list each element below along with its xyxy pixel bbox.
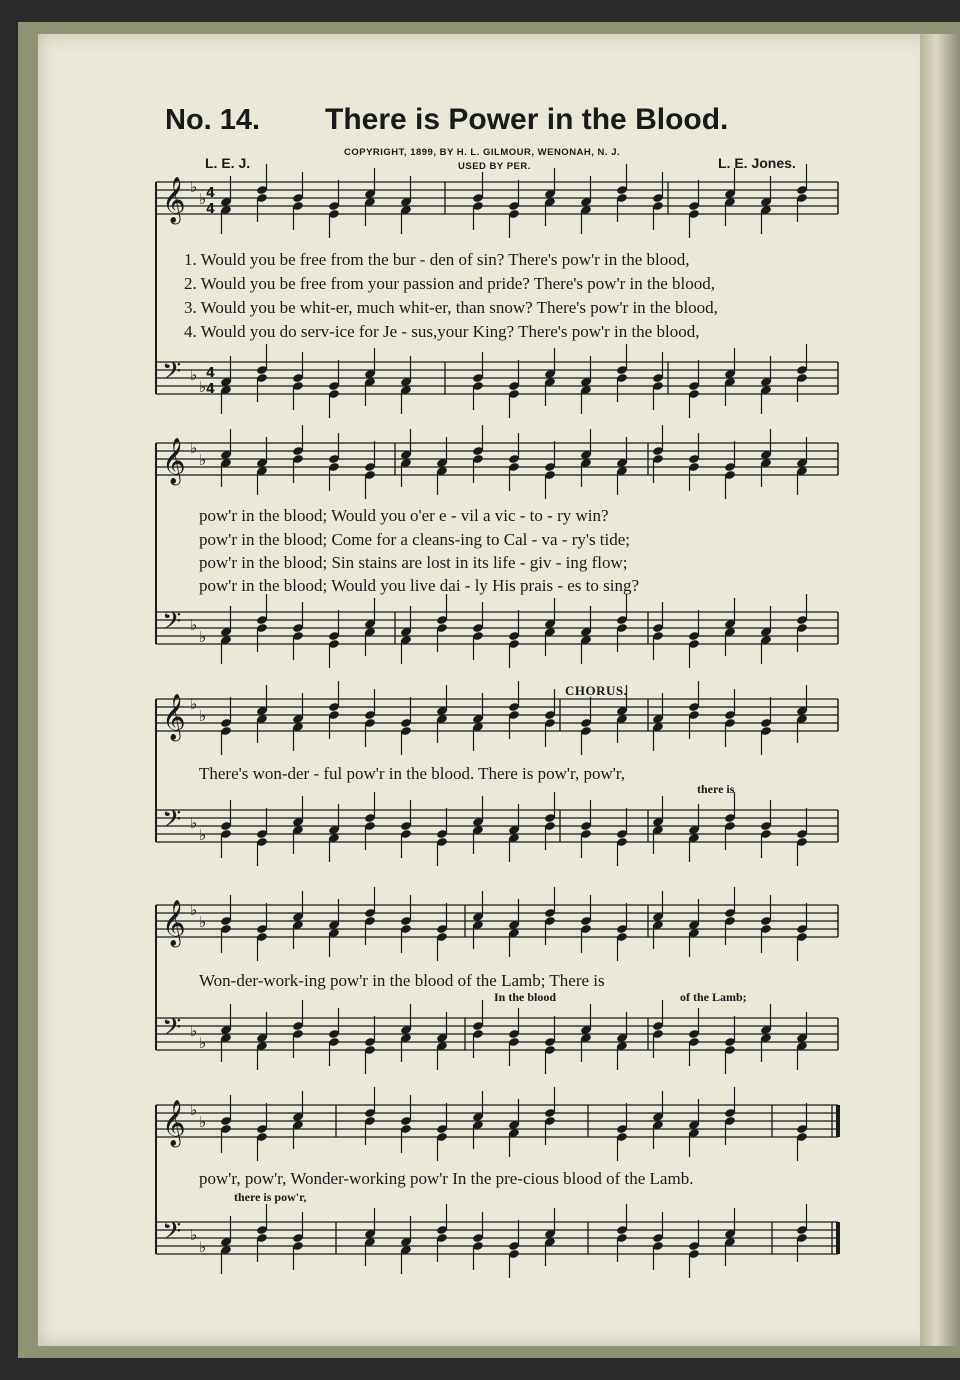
verse-4-line-2: pow'r in the blood; Would you live dai - ly His prais - es to sing? <box>199 576 640 595</box>
treble-clef: 𝄞 <box>162 694 186 740</box>
flat-sign: ♭ <box>199 913 207 931</box>
chorus-line-1: There's won-der - ful pow'r in the blood. There is pow'r, pow'r, <box>199 764 626 783</box>
copyright-notice: COPYRIGHT, 1899, BY H. L. GILMOUR, WENONAH, N. J. <box>344 147 621 158</box>
flat-sign: ♭ <box>190 366 198 384</box>
flat-sign: ♭ <box>190 814 198 832</box>
chorus-line-3: pow'r, pow'r, Wonder-working pow'r In the pre-cious blood of the Lamb. <box>199 1169 694 1188</box>
bass-clef: 𝄢 <box>162 805 182 840</box>
verse-2-line-1: 2. Would you be free from your passion and pride? There's pow'r in the blood, <box>184 274 716 293</box>
time-signature-top: 4 <box>206 366 216 381</box>
bass-clef: 𝄢 <box>162 357 182 392</box>
chorus-bass-words-a: In the blood <box>494 990 557 1004</box>
chorus-line-2: Won-der-work-ing pow'r in the blood of the Lamb; There is <box>199 971 605 990</box>
chorus-label: CHORUS. <box>565 683 628 698</box>
flat-sign: ♭ <box>190 439 198 457</box>
flat-sign: ♭ <box>199 1238 207 1256</box>
flat-sign: ♭ <box>199 628 207 646</box>
flat-sign: ♭ <box>199 1034 207 1052</box>
chorus-alto-words-3: there is pow'r, <box>234 1190 307 1204</box>
music-credit: L. E. Jones. <box>718 155 796 171</box>
treble-clef: 𝄞 <box>162 1100 186 1146</box>
chorus-alto-words-1: there is <box>697 782 735 796</box>
time-signature-bottom: 4 <box>206 382 216 397</box>
treble-clef: 𝄞 <box>162 177 186 223</box>
flat-sign: ♭ <box>190 1022 198 1040</box>
chorus-bass-words-b: of the Lamb; <box>680 990 747 1004</box>
time-signature-top: 4 <box>206 186 216 201</box>
flat-sign: ♭ <box>199 1113 207 1131</box>
treble-clef: 𝄞 <box>162 900 186 946</box>
flat-sign: ♭ <box>190 901 198 919</box>
permission-notice: USED BY PER. <box>458 161 531 172</box>
bass-clef: 𝄢 <box>162 1217 182 1252</box>
flat-sign: ♭ <box>190 616 198 634</box>
verse-3-line-2: pow'r in the blood; Sin stains are lost in its life - giv - ing flow; <box>199 553 628 572</box>
words-credit: L. E. J. <box>205 155 251 171</box>
verse-1-line-2: pow'r in the blood; Would you o'er e - vil a vic - to - ry win? <box>199 506 609 525</box>
verse-4-line-1: 4. Would you do serv-ice for Je - sus,your King? There's pow'r in the blood, <box>184 322 700 341</box>
treble-clef: 𝄞 <box>162 438 186 484</box>
flat-sign: ♭ <box>199 190 207 208</box>
flat-sign: ♭ <box>190 1101 198 1119</box>
verse-1-line-1: 1. Would you be free from the bur - den of sin? There's pow'r in the blood, <box>184 250 690 269</box>
flat-sign: ♭ <box>190 178 198 196</box>
hymn-title: There is Power in the Blood. <box>325 103 729 136</box>
flat-sign: ♭ <box>199 707 207 725</box>
flat-sign: ♭ <box>190 695 198 713</box>
flat-sign: ♭ <box>199 826 207 844</box>
time-signature-bottom: 4 <box>206 202 216 217</box>
flat-sign: ♭ <box>199 451 207 469</box>
verse-3-line-1: 3. Would you be whit-er, much whit-er, than snow? There's pow'r in the blood, <box>184 298 718 317</box>
flat-sign: ♭ <box>199 378 207 396</box>
verse-2-line-2: pow'r in the blood; Come for a cleans-ing to Cal - va - ry's tide; <box>199 530 631 549</box>
bass-clef: 𝄢 <box>162 607 182 642</box>
flat-sign: ♭ <box>190 1226 198 1244</box>
hymn-number: No. 14. <box>165 104 261 136</box>
bass-clef: 𝄢 <box>162 1013 182 1048</box>
